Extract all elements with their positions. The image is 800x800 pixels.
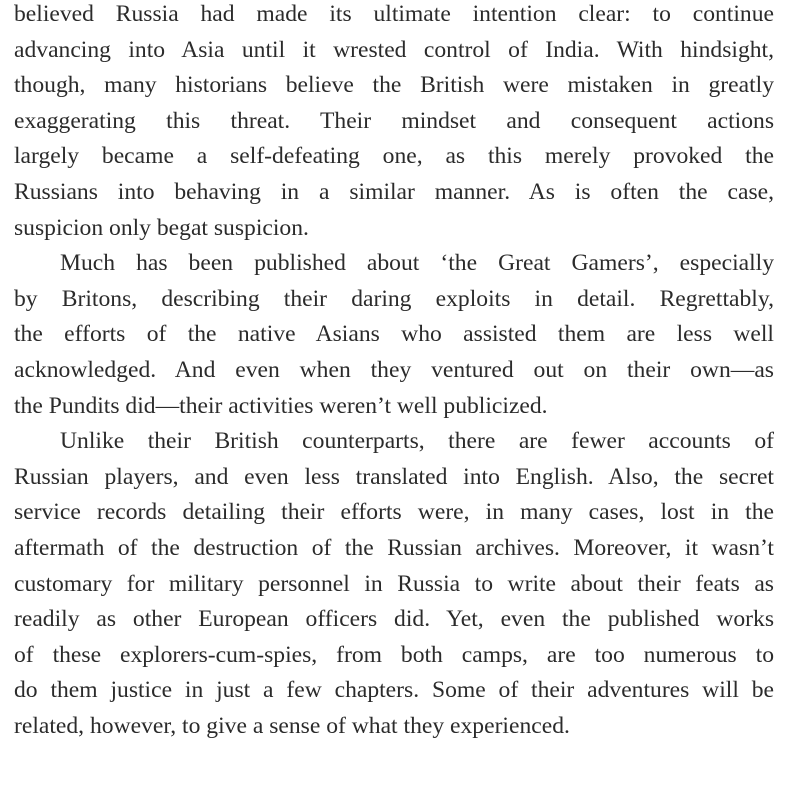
text-line: aftermath of the destruction of the Russian archives. Moreover, it wasn’t [14,534,774,561]
text-line: acknowledged. And even when they ventured out on their own—as [14,356,774,383]
text-line: service records detailing their efforts were, in many cases, lost in the [14,499,774,526]
text-line: customary for military personnel in Russia to write about their feats as [14,570,774,597]
text-line: readily as other European officers did. Yet, even the published works [14,606,774,633]
text-line: the efforts of the native Asians who assisted them are less well [14,321,774,348]
text-line: Unlike their British counterparts, there are fewer accounts of [60,428,774,455]
text-line: related, however, to give a sense of what they experienced. [14,712,570,739]
text-line: suspicion only begat suspicion. [14,214,309,241]
text-line: Russian players, and even less translated into English. Also, the secret [14,463,774,490]
text-line: Russians into behaving in a similar manner. As is often the case, [14,178,774,205]
text-line: largely became a self-defeating one, as this merely provoked the [14,143,774,170]
text-line: though, many historians believe the British were mistaken in greatly [14,72,774,99]
text-line: of these explorers-cum-spies, from both camps, are too numerous to [14,641,774,668]
text-line: advancing into Asia until it wrested control of India. With hindsight, [14,36,774,63]
text-line: believed Russia had made its ultimate intention clear: to continue [14,1,774,27]
body-text [14,0,774,744]
text-line: Much has been published about ‘the Great Gamers’, especially [60,250,774,277]
text-line: do them justice in just a few chapters. Some of their adventures will be [14,677,774,704]
text-line: exaggerating this threat. Their mindset and consequent actions [14,107,774,134]
text-line: by Britons, describing their daring exploits in detail. Regrettably, [14,285,774,312]
text-line: the Pundits did—their activities weren’t well publicized. [14,392,548,419]
